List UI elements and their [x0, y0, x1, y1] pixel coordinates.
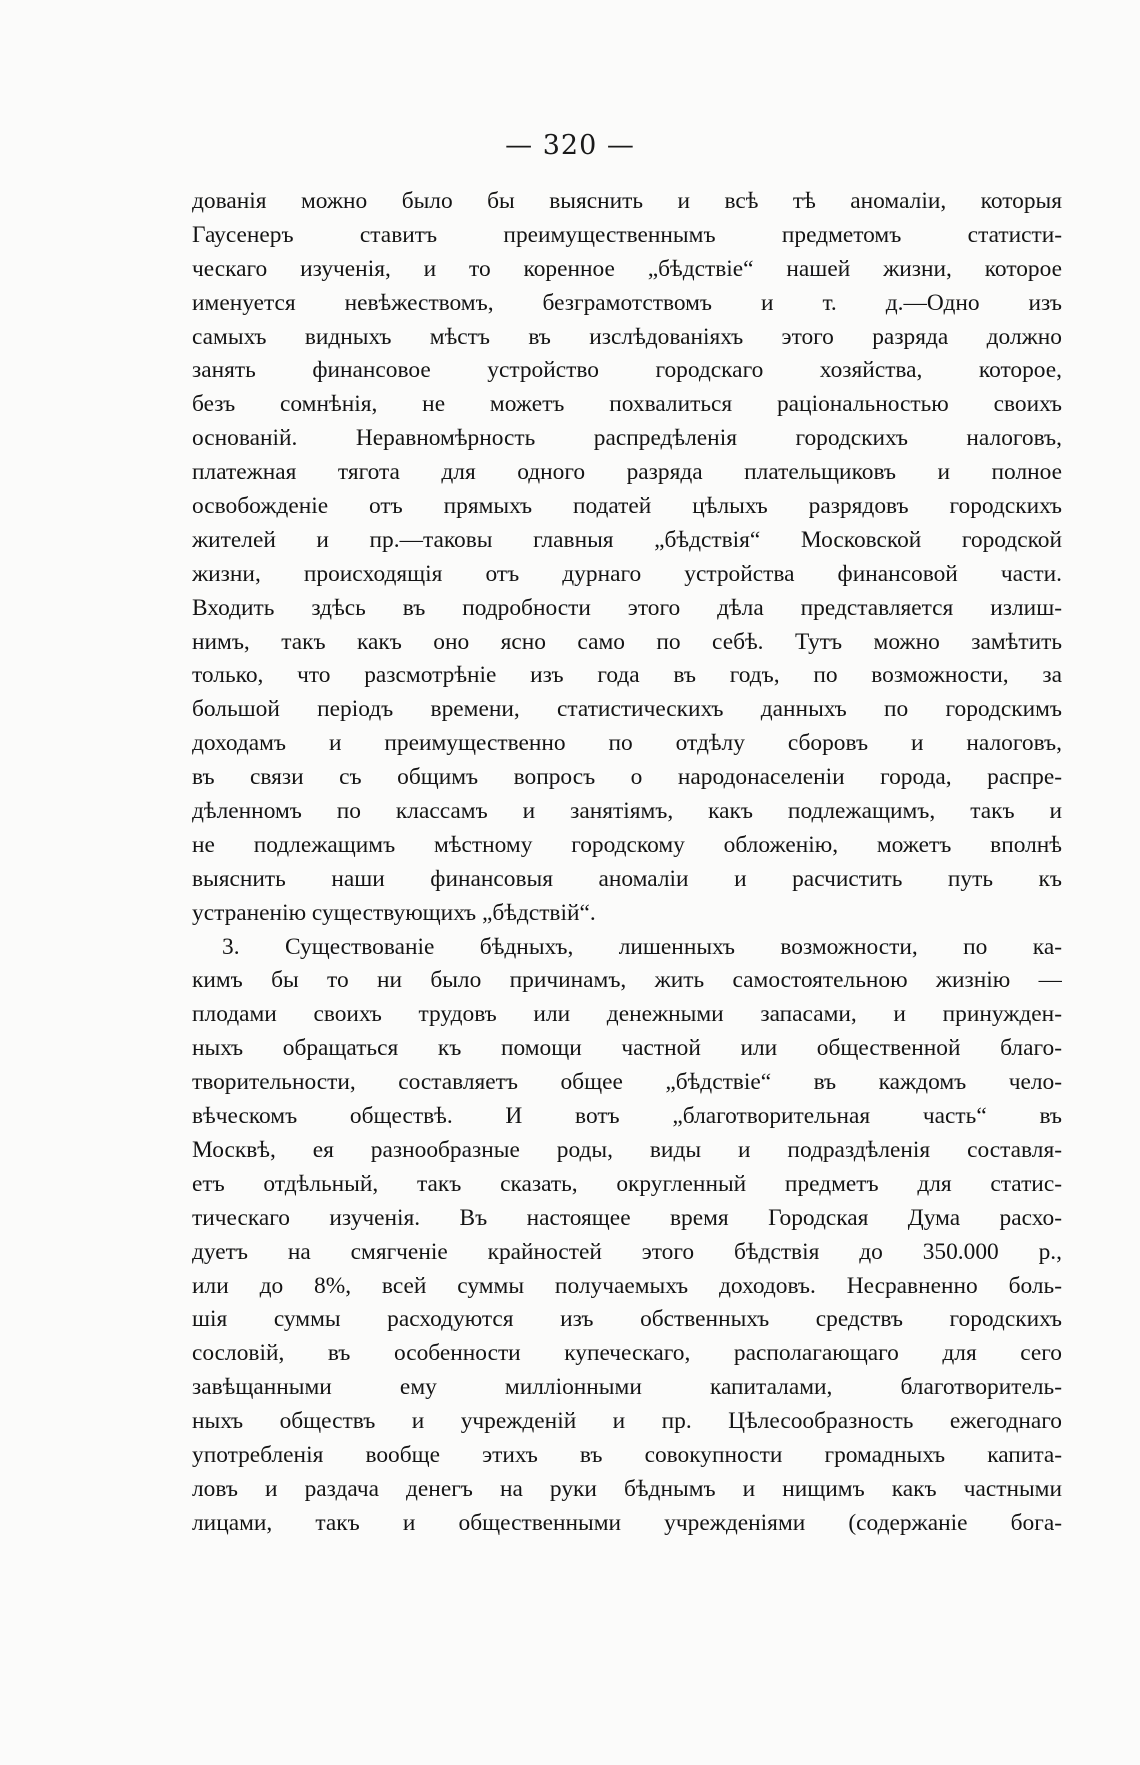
- body-text: [192, 185, 1062, 1541]
- text-line: не подлежащимъ мѣстному городскому обложенію, можетъ вполнѣ: [192, 831, 1062, 858]
- text-line: платежная тягота для одного разряда плательщиковъ и полное: [192, 459, 1062, 486]
- text-line: Гаусенеръ ставитъ преимущественнымъ предметомъ статисти-: [192, 221, 1062, 248]
- text-line: занять финансовое устройство городскаго хозяйства, которое,: [192, 357, 1062, 384]
- text-line: именуется невѣжествомъ, безграмотствомъ и т. д.—Одно изъ: [192, 289, 1062, 316]
- text-line: ческаго изученія, и то коренное „бѣдствіе“ нашей жизни, которое: [192, 255, 1062, 282]
- text-line: тическаго изученія. Въ настоящее время Городская Дума расхо-: [192, 1204, 1062, 1231]
- text-line: ныхъ обществъ и учрежденій и пр. Цѣлесообразность ежегоднаго: [192, 1408, 1062, 1435]
- text-line: жизни, проиcходящія отъ дурнаго устройства финансовой части.: [192, 560, 1062, 587]
- text-line: безъ сомнѣнія, не можетъ похвалиться раціональностью своихъ: [192, 391, 1062, 418]
- text-line: 3. Существованіе бѣдныхъ, лишенныхъ возможности, по ка-: [222, 933, 1062, 960]
- text-line: жителей и пр.—таковы главныя „бѣдствія“ Московской городской: [192, 526, 1062, 553]
- text-line: плодами своихъ трудовъ или денежными запасами, и принужден-: [192, 1001, 1062, 1028]
- text-line: доходамъ и преимущественно по отдѣлу сборовъ и налоговъ,: [192, 730, 1062, 757]
- text-line: Москвѣ, ея разнообразные роды, виды и подраздѣленія составля-: [192, 1136, 1062, 1163]
- text-line: творительности, составляетъ общее „бѣдствіе“ въ каждомъ чело-: [192, 1069, 1062, 1096]
- text-line: самыхъ видныхъ мѣстъ въ изслѣдованіяхъ этого разряда должно: [192, 323, 1062, 350]
- text-line: выяснить наши финансовыя аномаліи и расчистить путь къ: [192, 865, 1062, 892]
- text-line: завѣщанными ему милліонными капиталами, благотворитель-: [192, 1374, 1062, 1401]
- text-line: лицами, такъ и общественными учрежденіями (содержаніе бога-: [192, 1509, 1062, 1536]
- text-line: только, что разсмотрѣніе изъ года въ годъ, по возможности, за: [192, 662, 1062, 689]
- text-line: шія суммы расходуются изъ обственныхъ средствъ городскихъ: [192, 1306, 1062, 1333]
- text-line: кимъ бы то ни было причинамъ, жить самостоятельною жизнію —: [192, 967, 1062, 994]
- text-line: ныхъ обращаться къ помощи частной или общественной благо-: [192, 1035, 1062, 1062]
- text-line: въ связи съ общимъ вопросъ о народонаселеніи города, распре-: [192, 764, 1062, 791]
- text-line: ловъ и раздача денегъ на руки бѣднымъ и нищимъ какъ частными: [192, 1475, 1062, 1502]
- text-line: сословій, въ особенности купеческаго, располагающаго для сего: [192, 1340, 1062, 1367]
- text-line: дуетъ на смягченіе крайностей этого бѣдствія до 350.000 р.,: [192, 1238, 1062, 1265]
- text-line: нимъ, такъ какъ оно ясно само по себѣ. Тутъ можно замѣтить: [192, 628, 1062, 655]
- text-line: дѣленномъ по классамъ и занятіямъ, какъ подлежащимъ, такъ и: [192, 798, 1062, 825]
- text-line: основаній. Неравномѣрность распредѣленія городскихъ налоговъ,: [192, 425, 1062, 452]
- text-line: устраненію существующихъ „бѣдствій“.: [192, 899, 596, 926]
- text-line: большой періодъ времени, статистическихъ данныхъ по городскимъ: [192, 696, 1062, 723]
- text-line: употребленія вообще этихъ въ совокупности громадныхъ капита-: [192, 1441, 1062, 1468]
- text-line: или до 8%, всей суммы получаемыхъ доходовъ. Несравненно боль-: [192, 1272, 1062, 1299]
- text-line: дованія можно было бы выяснить и всѣ тѣ аномаліи, которыя: [192, 188, 1062, 214]
- text-line: вѣческомъ обществѣ. И вотъ „благотворительная часть“ въ: [192, 1103, 1062, 1130]
- text-line: Входить здѣсь въ подробности этого дѣла представляется излиш-: [192, 594, 1062, 621]
- text-line: освобожденіе отъ прямыхъ податей цѣлыхъ разрядовъ городскихъ: [192, 493, 1062, 520]
- text-line: етъ отдѣльный, такъ сказать, округленный предметъ для статис-: [192, 1170, 1062, 1197]
- page-number: — 320 —: [505, 130, 635, 161]
